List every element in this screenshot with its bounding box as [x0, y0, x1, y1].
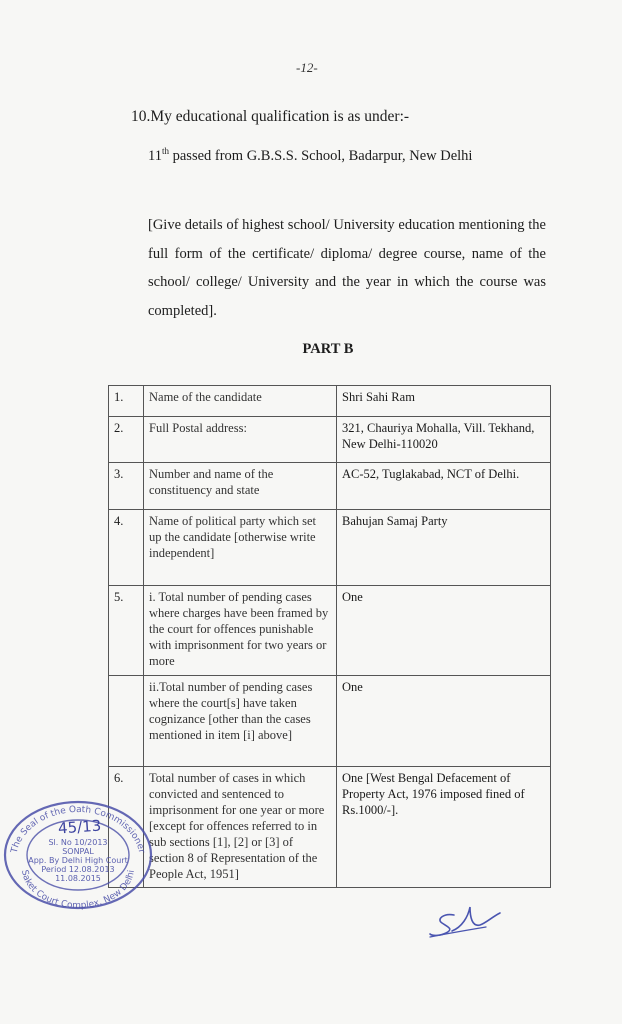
row-label: Full Postal address:	[144, 417, 337, 463]
seal-line: Sl. No 10/2013	[48, 838, 108, 847]
seal-line: App. By Delhi High Court	[28, 856, 128, 865]
candidate-details-table	[108, 385, 551, 888]
section-heading: 10.My educational qualification is as under:-	[131, 108, 410, 125]
table-row	[109, 463, 551, 510]
row-number: 6.	[109, 767, 144, 888]
table-row	[109, 767, 551, 888]
qualification-text: passed from G.B.S.S. School, Badarpur, New Delhi	[168, 147, 473, 164]
table-row	[109, 386, 551, 417]
part-title: PART B	[302, 341, 354, 357]
row-label: Name of political party which set up the candidate [otherwise write independent]	[144, 510, 337, 586]
seal-line: 11.08.2015	[55, 874, 101, 883]
row-value: AC-52, Tuglakabad, NCT of Delhi.	[337, 463, 551, 510]
row-number	[109, 676, 144, 767]
seal-line: Period 12.08.2013	[41, 865, 115, 874]
table-row	[109, 510, 551, 586]
table-row	[109, 417, 551, 463]
row-label: ii.Total number of pending cases where the court[s] have taken cognizance [other than the cases mentioned in item [i] above]	[144, 676, 337, 767]
row-value: One	[337, 586, 551, 676]
instruction-paragraph: [Give details of highest school/ University education mentioning the full form of the certificate/ diploma/ degree course, name of the school/ college/ University and the year in which the course was completed].	[148, 217, 546, 319]
seal-ring-top: The Seal of the Oath Commissioner	[9, 804, 147, 855]
row-label: i. Total number of pending cases where charges have been framed by the court for offences punishable with imprisonment for two years or more	[144, 586, 337, 676]
row-number: 2.	[109, 417, 144, 463]
row-number: 4.	[109, 510, 144, 586]
signature	[428, 903, 504, 943]
row-value: One	[337, 676, 551, 767]
seal-ring-bottom: Saket Court Complex, New Delhi	[19, 869, 137, 910]
row-value: Shri Sahi Ram	[337, 386, 551, 417]
qualification-suffix: th	[161, 146, 169, 156]
page-number: -12-	[296, 60, 318, 75]
row-label: Number and name of the constituency and state	[144, 463, 337, 510]
table-row	[109, 676, 551, 767]
seal-line: SONPAL	[62, 847, 94, 856]
row-number: 5.	[109, 586, 144, 676]
qualification-grade: 11	[148, 147, 162, 164]
row-number: 1.	[109, 386, 144, 417]
row-label: Name of the candidate	[144, 386, 337, 417]
row-label: Total number of cases in which convicted and sentenced to imprisonment for one year or more [except for offences referred to in sub sections [1], [2] or [3] of section 8 of Representation of the People Act, 1951]	[144, 767, 337, 888]
row-value: Bahujan Samaj Party	[337, 510, 551, 586]
oath-commissioner-seal	[2, 798, 154, 910]
qualification-line	[148, 146, 472, 165]
table-row	[109, 586, 551, 676]
row-number: 3.	[109, 463, 144, 510]
row-value: 321, Chauriya Mohalla, Vill. Tekhand, New Delhi-110020	[337, 417, 551, 463]
row-value: One [West Bengal Defacement of Property Act, 1976 imposed fined of Rs.1000/-].	[337, 767, 551, 888]
seal-handwritten-number: 45/13	[57, 816, 102, 838]
